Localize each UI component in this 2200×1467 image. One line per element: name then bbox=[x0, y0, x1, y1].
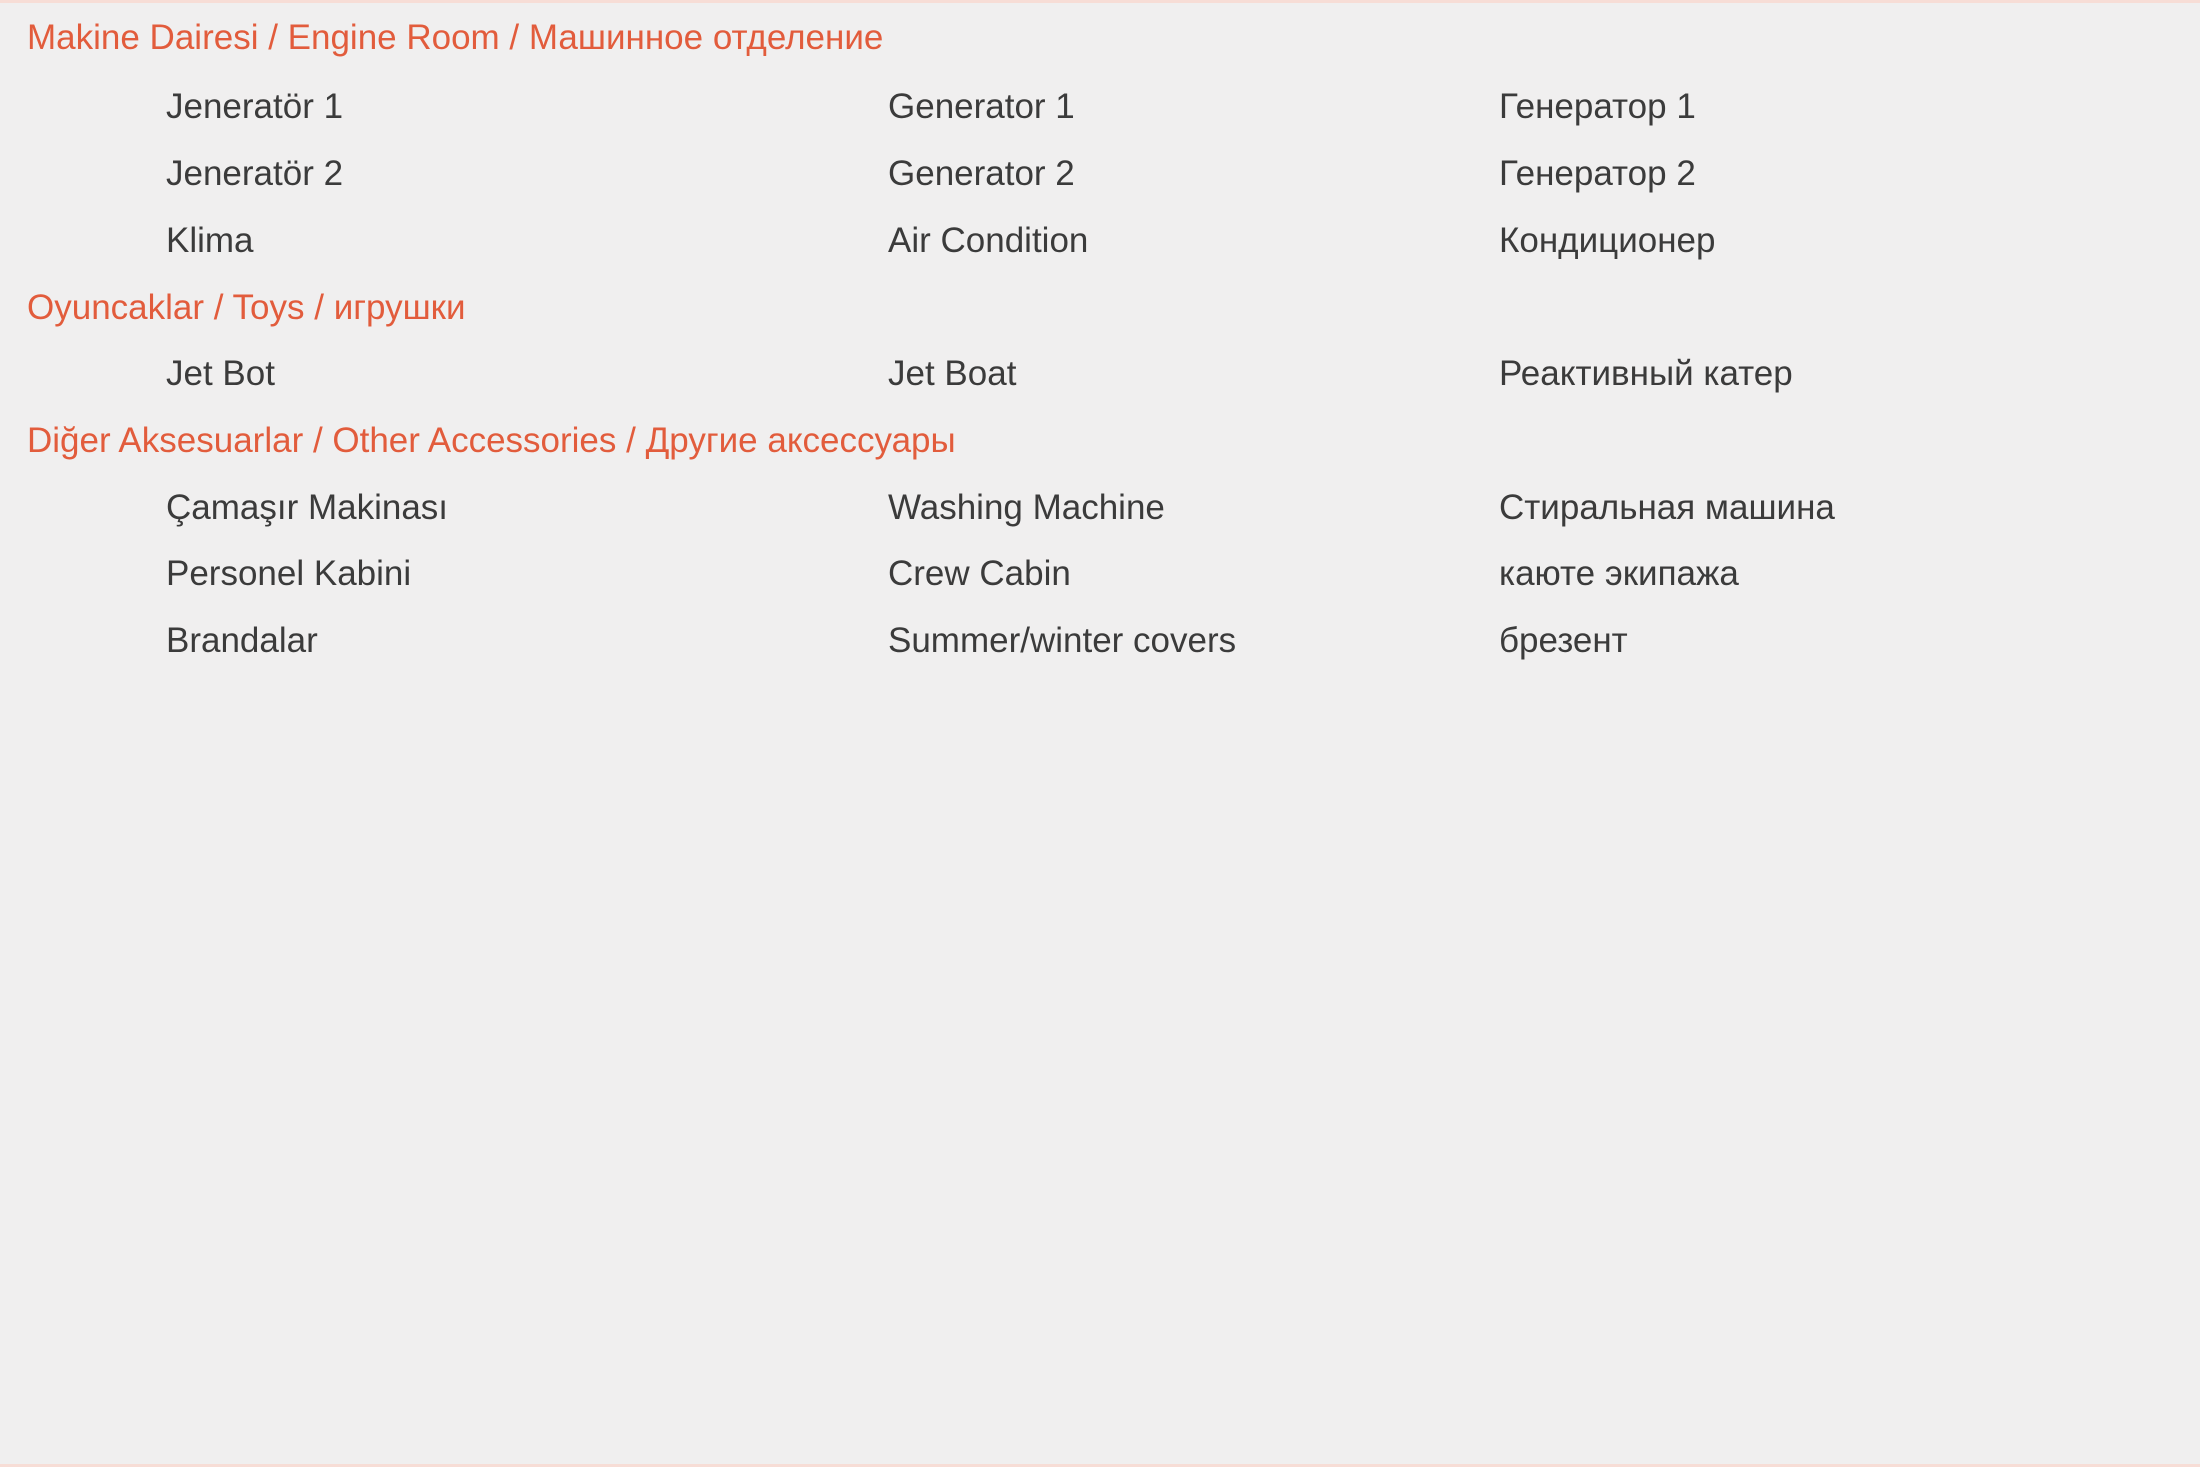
item-russian: Генератор 2 bbox=[1499, 154, 1696, 193]
section-heading-engine-room: Makine Dairesi / Engine Room / Машинное отделение bbox=[27, 18, 884, 57]
item-russian: Кондиционер bbox=[1499, 221, 1716, 260]
item-turkish: Jet Bot bbox=[166, 354, 275, 393]
list-row-jet-boat bbox=[0, 344, 2200, 404]
item-russian: Стиральная машина bbox=[1499, 488, 1835, 527]
item-russian: Генератор 1 bbox=[1499, 87, 1696, 126]
item-russian: каюте экипажа bbox=[1499, 554, 1739, 593]
list-row-air-condition bbox=[0, 211, 2200, 271]
item-russian: Реактивный катер bbox=[1499, 354, 1793, 393]
list-row-covers bbox=[0, 611, 2200, 671]
item-turkish: Çamaşır Makinası bbox=[166, 488, 449, 527]
item-english: Air Condition bbox=[888, 221, 1089, 260]
item-english: Crew Cabin bbox=[888, 554, 1071, 593]
item-english: Summer/winter covers bbox=[888, 621, 1237, 660]
item-turkish: Jeneratör 2 bbox=[166, 154, 344, 193]
item-turkish: Klima bbox=[166, 221, 254, 260]
section-heading-toys: Oyuncaklar / Toys / игрушки bbox=[27, 288, 466, 327]
item-english: Generator 1 bbox=[888, 87, 1075, 126]
item-russian: брезент bbox=[1499, 621, 1628, 660]
item-english: Generator 2 bbox=[888, 154, 1075, 193]
top-border bbox=[0, 0, 2200, 3]
item-turkish: Personel Kabini bbox=[166, 554, 412, 593]
list-row-generator-2 bbox=[0, 144, 2200, 204]
item-english: Jet Boat bbox=[888, 354, 1017, 393]
section-heading-other-accessories: Diğer Aksesuarlar / Other Accessories / Другие аксессуары bbox=[27, 421, 956, 460]
item-turkish: Jeneratör 1 bbox=[166, 87, 344, 126]
item-turkish: Brandalar bbox=[166, 621, 318, 660]
list-row-generator-1 bbox=[0, 77, 2200, 137]
item-english: Washing Machine bbox=[888, 488, 1165, 527]
list-row-washing-machine bbox=[0, 478, 2200, 538]
list-row-crew-cabin bbox=[0, 544, 2200, 604]
